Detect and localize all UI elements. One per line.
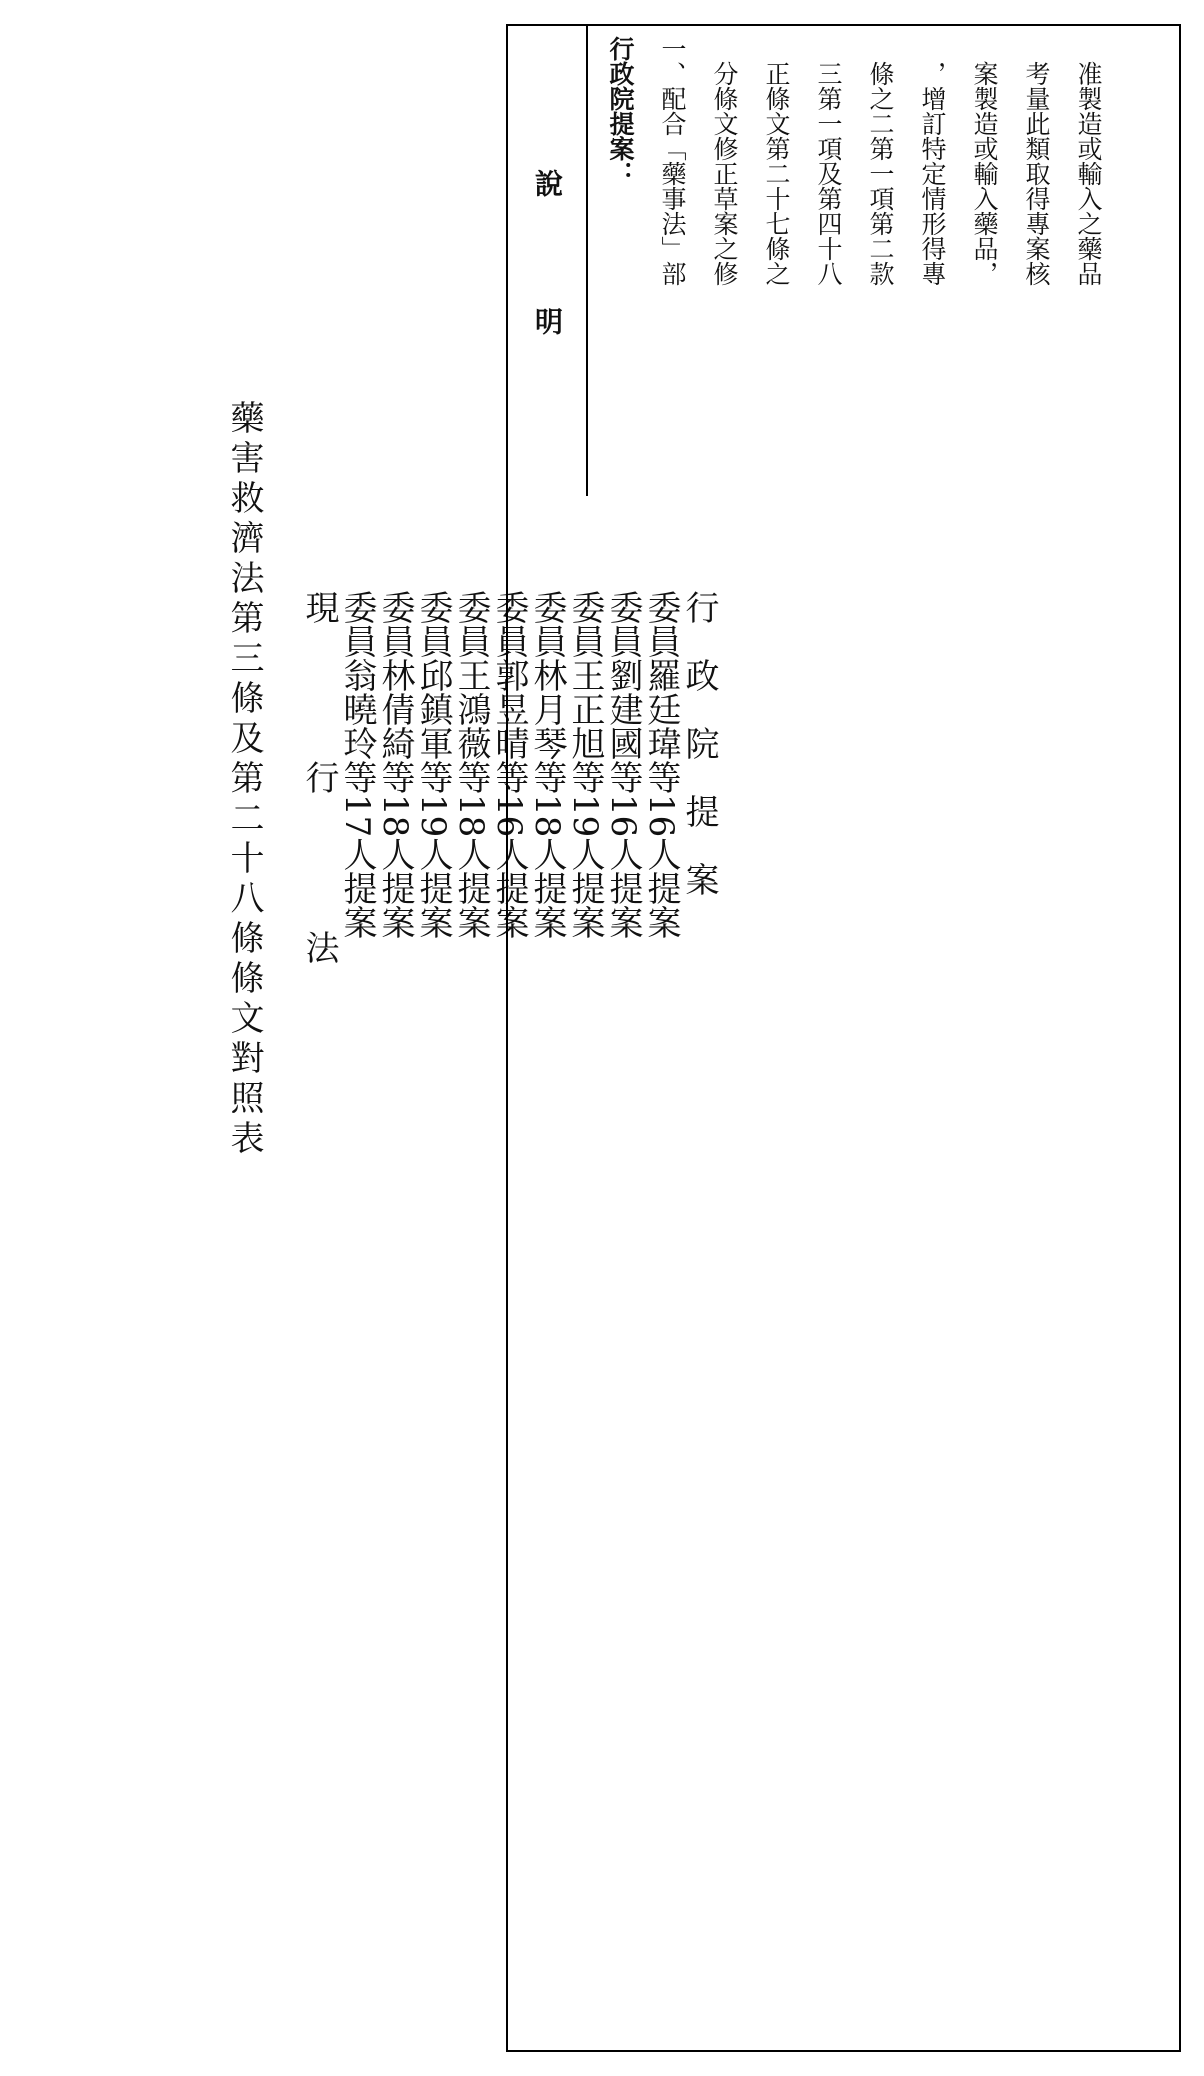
- text-line: 行政院提案：: [606, 36, 635, 186]
- text-line: ，增訂特定情形得專: [918, 36, 947, 286]
- explanation-header: 說 明: [531, 169, 564, 353]
- proposer-line: 委員林倩綺等18人提案: [375, 590, 415, 940]
- proposer-line: 委員翁曉玲等17人提案: [337, 590, 377, 940]
- proposer-line: 委員王鴻薇等18人提案: [451, 590, 491, 940]
- explanation-body: [594, 36, 1173, 486]
- document-title: 藥害救濟法第三條及第二十八條條文對照表: [224, 400, 264, 1160]
- proposer-line: 委員林月琴等18人提案: [527, 590, 567, 940]
- proposer-line: 委員郭昱晴等16人提案: [489, 590, 529, 940]
- text-line: 三第一項及第四十八: [814, 36, 843, 286]
- proposer-line: 行 政 院 提 案: [679, 590, 719, 896]
- text-line: 一、配合「藥事法」部: [658, 36, 687, 286]
- text-line: 考量此類取得專案核: [1022, 36, 1051, 286]
- text-line: 正條文第二十七條之: [762, 36, 791, 286]
- comparison-page: [506, 24, 1181, 2052]
- proposer-line: 委員劉建國等16人提案: [603, 590, 643, 940]
- text-line: 案製造或輸入藥品，: [970, 36, 999, 286]
- explanation-header-cell: [508, 26, 588, 496]
- proposer-line: 委員羅廷瑋等16人提案: [641, 590, 681, 940]
- text-line: 條之二第一項第二款: [866, 36, 895, 286]
- proposer-line: 委員邱鎮軍等19人提案: [413, 590, 453, 940]
- explanation-strip: [508, 26, 1179, 496]
- text-line: 准製造或輸入之藥品: [1074, 36, 1103, 286]
- proposer-line: 委員王正旭等19人提案: [565, 590, 605, 940]
- proposer-line: 現 行 法: [299, 590, 339, 964]
- text-line: 分條文修正草案之修: [710, 36, 739, 286]
